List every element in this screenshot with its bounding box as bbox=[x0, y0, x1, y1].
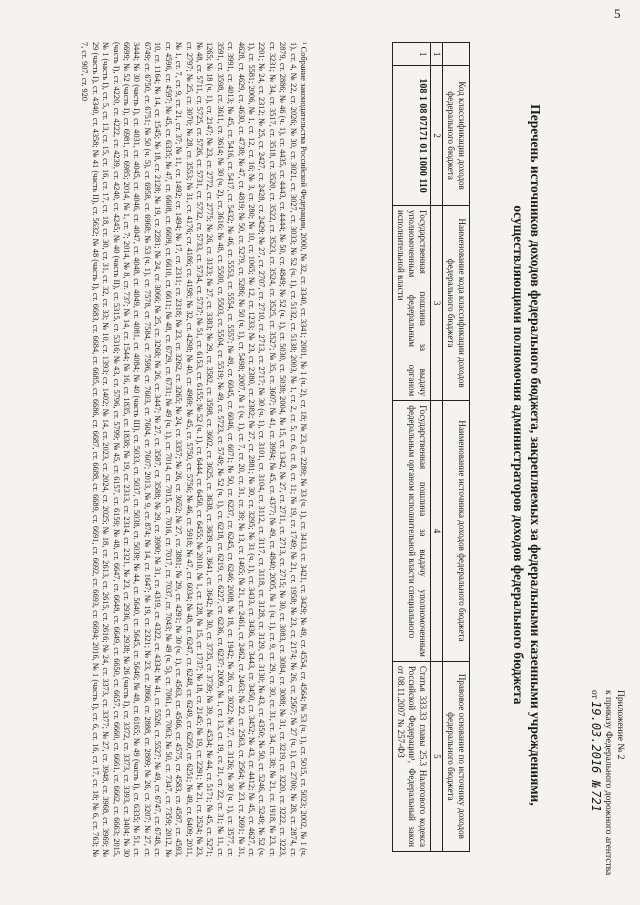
row-marker: 1 bbox=[393, 43, 431, 66]
header-legal-basis: Правовое основание по источнику доходов федерального бюджета bbox=[443, 661, 470, 851]
appendix-label: Приложение № 2 bbox=[615, 690, 625, 760]
revenue-code: 108 1 08 07171 01 1000 110 bbox=[393, 66, 431, 206]
source-name: Государственная пошлина за выдачу уполномоченным федеральным органом исполнительной власти специального bbox=[393, 401, 431, 662]
col-number: 3 bbox=[431, 206, 443, 401]
header-code-name: Наименование кода классификации доходов федерального бюджета bbox=[443, 206, 470, 401]
code-name: Государственная пошлина за выдачу уполномоченным федеральным органом исполнительной власти bbox=[393, 206, 431, 401]
appendix-order-line: к приказу Федерального дорожного агентства bbox=[603, 690, 613, 876]
table-header-row bbox=[443, 43, 470, 852]
page-number: 5 bbox=[614, 6, 621, 21]
col-number: 2 bbox=[431, 66, 443, 206]
footnote: ¹ Собрание законодательства Российской Федерации, 2000, № 32, ст. 3340, ст. 3341; 2001, № 1 (ч. 2), ст. 18; № 23, ст. 2289; № 33 (ч. 1), ст. 3413, ст. 3421, ст. 3429; № 49, ст. 4554, ст. 4564; № 53 (ч. 1), ст. 5015, ст. 5023; 2002, № 1 (ч. 1), ст. 4, № 22, ст. 2026; № 30, ст. 3021, ст. 3027, ст. 3033; № 52 (ч. 1), ст. 5132, ст. 5138; 2003, № 1, ст. 2, ст. 5, ст. 6, ст. 8, ст. 11; № 19, ст. 1749; № 21, ст. 1958; № 23, ст. 2174; № 26, ст. 2567; № 27 (ч. 1), ст. 2700; № 28, ст. 2874, ст. 2879, ст. 2886; № 46 (ч. 1), ст. 4435, ст. 4443, ст. 4444; № 50, ст. 4849; № 52 (ч. 1), ст. 5030, ст. 5038; 2004, № 15, ст. 1342, № 27, ст. 2711, ст. 2713, ст. 2715; № 30, ст. 3083, ст. 3084, ст. 3088; № 31, ст. 3219, ст. 3220, ст. 3222, ст. 3223, ст. 3231; № 34, ст. 3517, ст. 3518, ст. 3520, ст. 3522, ст. 3523, ст. 3524, ст. 3525, ст. 3527; № 35, ст. 3607; № 41, ст. 3994; № 45, ст. 4377; № 49, ст. 4840; 2005, № 1 (ч. 1), ст. 9, ст. 29, ст. 30, ст. 31, ст. 34, ст. 38; № 21, ст. 1918, № 23, ст. 2201; № 24, ст. 2312; № 25, ст. 2427, ст. 2428, ст. 2429; № 27, ст. 2707, ст. 2710, ст. 2713, ст. 2717; № 30 (ч. 1), ст. 3101, ст. 3104, ст. 3112, ст. 3117, ст. 3118, ст. 3128, ст. 3129, ст. 3130; № 43, ст. 4350; № 50, ст. 5246, ст. 5249; № 52 (ч. 1), ст. 5581; 2006, № 1, ст. 12, ст. 16; № 3, ст. 280; № 10, ст. 1065; № 12, ст. 1233; № 23, ст. 2380, ст. 2382; № 27, ст. 2881; № 30, ст. 3295; № 31 (ч. 1), ст. 3433, ст. 3436, ст. 3443, ст. 3450, ст. 3452; № 43, ст. 4412; № 45, ст. 4627, ст. 4628, ст. 4629, ст. 4630, ст. 4738; № 47, ст. 4819; № 50, ст. 5279, ст. 5286; № 50 (ч. 1), ст. 5498; 2007, № 1 (ч. 1), ст. 7, ст. 20, ст. 31, ст. 39; № 13, ст. 1465; № 21, ст. 2461, ст. 2462, ст. 2463; № 22, ст. 2563, ст. 2564; № 23, ст. 2691; № 31, ст. 3991, ст. 4013; № 45, ст. 5416, ст. 5417, ст. 5432; № 46, ст. 5553, ст. 5554, ст. 5557; № 49, ст. 6045, ст. 6046, ст. 6071; № 50, ст. 6237, ст. 6245, ст. 6246; 2008, № 18, ст. 1942; № 26, ст. 3022; № 27, ст. 3126; № 30 (ч. 1), ст. 3577, ст. 3591, ст. 3598, ст. 3611, ст. 3614; № 30 (ч. 2), ст. 3616; № 48, ст. 5500, ст. 5503, ст. 5504, ст. 5519; № 49, ст. 5723, ст. 5749; № 52 (ч. 1), ст. 6218, ст. 6219, ст. 6227, ст. 6236, ст. 6237; 2009, № 1, ст. 13, ст. 19, ст. 21, ст. 22, ст. 31; № 11, ст. 1265; № 18 (ч. 1), ст. 2147; № 23, ст. 2772, ст. 2775; № 26, ст. 3123; № 27, ст. 3383; № 29, ст. 3582, ст. 3598, ст. 3602, ст. 3625, ст. 3638, ст. 3639, ст. 3641, ст. 3642; № 30, ст. 3735, ст. 3739; № 39, ст. 4534; № 44, ст. 5171; № 45, ст. 5271; № 48, ст. 5711, ст. 5725, ст. 5726, ст. 5731, ст. 5732, ст. 5733, ст. 5734, ст. 5737; № 51, ст. 6153, ст. 6155; № 52 (ч. 1), ст. 6444, ст. 6450, ст. 6455; № 2010, № 1, ст. 128, № 15, ст. 1737; № 18, ст. 2145; № 19, ст. 2291; № 21, ст. 2524; № 23, ст. 2797; № 25, ст. 3070; № 28, ст. 3553; № 31, ст. 4176; ст. 4186; ст. 4198; № 32, ст. 4298; № 40, ст. 4969; № 45, ст. 5750, ст. 5756; № 46, ст. 5918; № 47, ст. 6034; № 48, ст. 6247, ст. 6248, ст. 6249, ст. 6250, ст. 6251; № 49, ст. 6409; 2011, № 1, ст. 7, ст. 9, ст. 21, ст. 37; № 11, ст. 1492; ст. 1494; № 17, ст. 2311; ст. 2318; № 23, ст. 3262, ст. 3265; № 24, ст. 3357; № 26, ст. 3652; № 27, ст. 3881; № 29, ст. 4291; № 30 (ч. 1), ст. 4563, ст. 4566, ст. 4575, ст. 4583, ст. 4587, ст. 4593, ст. 4596, ст. 4597; № 45, ст. 6335; № 47, ст. 6608, ст. 6609, ст. 6610, ст. 6611; № 48, ст. 6729, ст. 6731; № 49 (ч. 1), ст. 7014, ст. 7015, ст. 7016, ст. 7017, ст. 7037, ст. 7043; № 49 (ч. 5), ст. 7061, ст. 7063; № 50, ст. 7347, ст. 7359; 2012, № 10, ст. 1164; № 14, ст. 1545; № 18, ст. 2128; № 19, ст. 2281; № 24, ст. 3066; № 25, ст. 3268; № 26, ст. 3447; № 27, ст. 3587, ст. 3588; № 29, ст. 3980; № 31, ст. 4319, ст. 4322, ст. 4334; № 41, ст. 5526, ст. 5527; № 49, ст. 6747, ст. 6748, ст. 6749; ст. 6750, ст. 6751; № 50 (ч. 5), ст. 6958, ст. 6968; № 53 (ч. 1), ст. 7578, ст. 7584, ст. 7596, ст. 7603, ст. 7604, ст. 7607; 2013, № 9, ст. 874; № 14, ст. 1647; № 19, ст. 2321; № 23, ст. 2866, ст. 2888, ст. 2889; № 26, ст. 3207; № 27, ст. 3444; № 30 (часть I), ст. 4031, ст. 4045, ст. 4046, ст. 4047, ст. 4048, ст. 4049, ст. 4081, ст. 4084; № 40 (часть III), ст. 5033, ст. 5037, ст. 5038, ст. 5039; № 44, ст. 5640, ст. 5645, ст. 5646; № 48, ст. 6165; № 49 (часть I), ст. 6335; № 51, ст. 6699; № 52 (часть I), ст. 6981, ст. 6985; 2014, № 1, ст. 7; 2014, № 8, ст. 737; № 14, ст. 1544; № 16, ст. 1835, ст. 1838; № 19, ст. 2313, ст. 2314, ст. 2321, № 23, ст. 2936, ст. 2938; № 26 (часть I), ст. 3372, ст. 3373, ст. 3393, ст. 3404; № 30 (часть I), ст. 4220, ст. 4222, ст. 4239, ст. 4240, ст. 4245; № 40 (часть II), ст. 5315, ст. 5316; № 43, ст. 5796, ст. 5799; № 45, ст. 6157, ст. 6159; № 48, ст. 6647, ст. 6648, ст. 6649, ст. 6650, ст. 6657, ст. 6660, ст. 6661, ст. 6662, ст. 6663; 2015, № 1 (часть I), ст. 5, ст. 13, ст. 15, ст. 16, ст. 17, ст. 18, ст. 30, ст. 31, ст. 32, ст. 33; № 10, ст. 1393; ст. 1402; № 14, ст. 2023, ст. 2024, ст. 2025; № 18, ст. 2613, ст. 2615, ст. 2616; № 24, ст. 3373, ст. 3377; № 27, ст. 3948, ст. 3968, ст. 3969; № 29 (часть I), ст. 4340, ст. 4358; № 41 (часть II), ст. 5632; № 48 (часть I), ст. 6683, ст. 6684, ст. 6685, ст. 6686, ст. 6687, ст. 6688, ст. 6689, ст. 6691, ст. 6692, ст. 6693, ст. 6694; 2016, № 1 (часть I), ст. 6, ст. 16, ст. 17, ст. 18; № 6, ст. 763; № 7, ст. 907, ст. 920 bbox=[80, 42, 308, 857]
order-number: 721 bbox=[589, 790, 603, 812]
col-number: 5 bbox=[431, 661, 443, 851]
date-prefix: от bbox=[589, 690, 599, 699]
table-row bbox=[393, 43, 431, 852]
col-number: 4 bbox=[431, 401, 443, 662]
document-title: Перечень источников доходов федерального бюджета, закрепляемых за федеральными казенными учреждениями, осуществляющими полномочия администраторов доходов федерального бюджета bbox=[511, 104, 543, 806]
appendix-block bbox=[588, 690, 626, 890]
col-number: 1 bbox=[431, 43, 443, 66]
appendix-date-line bbox=[588, 690, 602, 890]
column-number-row bbox=[431, 43, 443, 852]
legal-basis: Статья 333.33 главы 25.3 Налогового кодекса Российской Федерации¹, Федеральный закон от 08.11.2007 № 257-ФЗ bbox=[393, 661, 431, 851]
header-marker bbox=[443, 43, 470, 66]
header-source-name: Наименование источника доходов федерального бюджета bbox=[443, 401, 470, 662]
header-code: Код классификации доходов федерального бюджета bbox=[443, 66, 470, 206]
date-value: 19.03.2016 № bbox=[589, 701, 603, 788]
revenue-sources-table bbox=[392, 42, 470, 852]
